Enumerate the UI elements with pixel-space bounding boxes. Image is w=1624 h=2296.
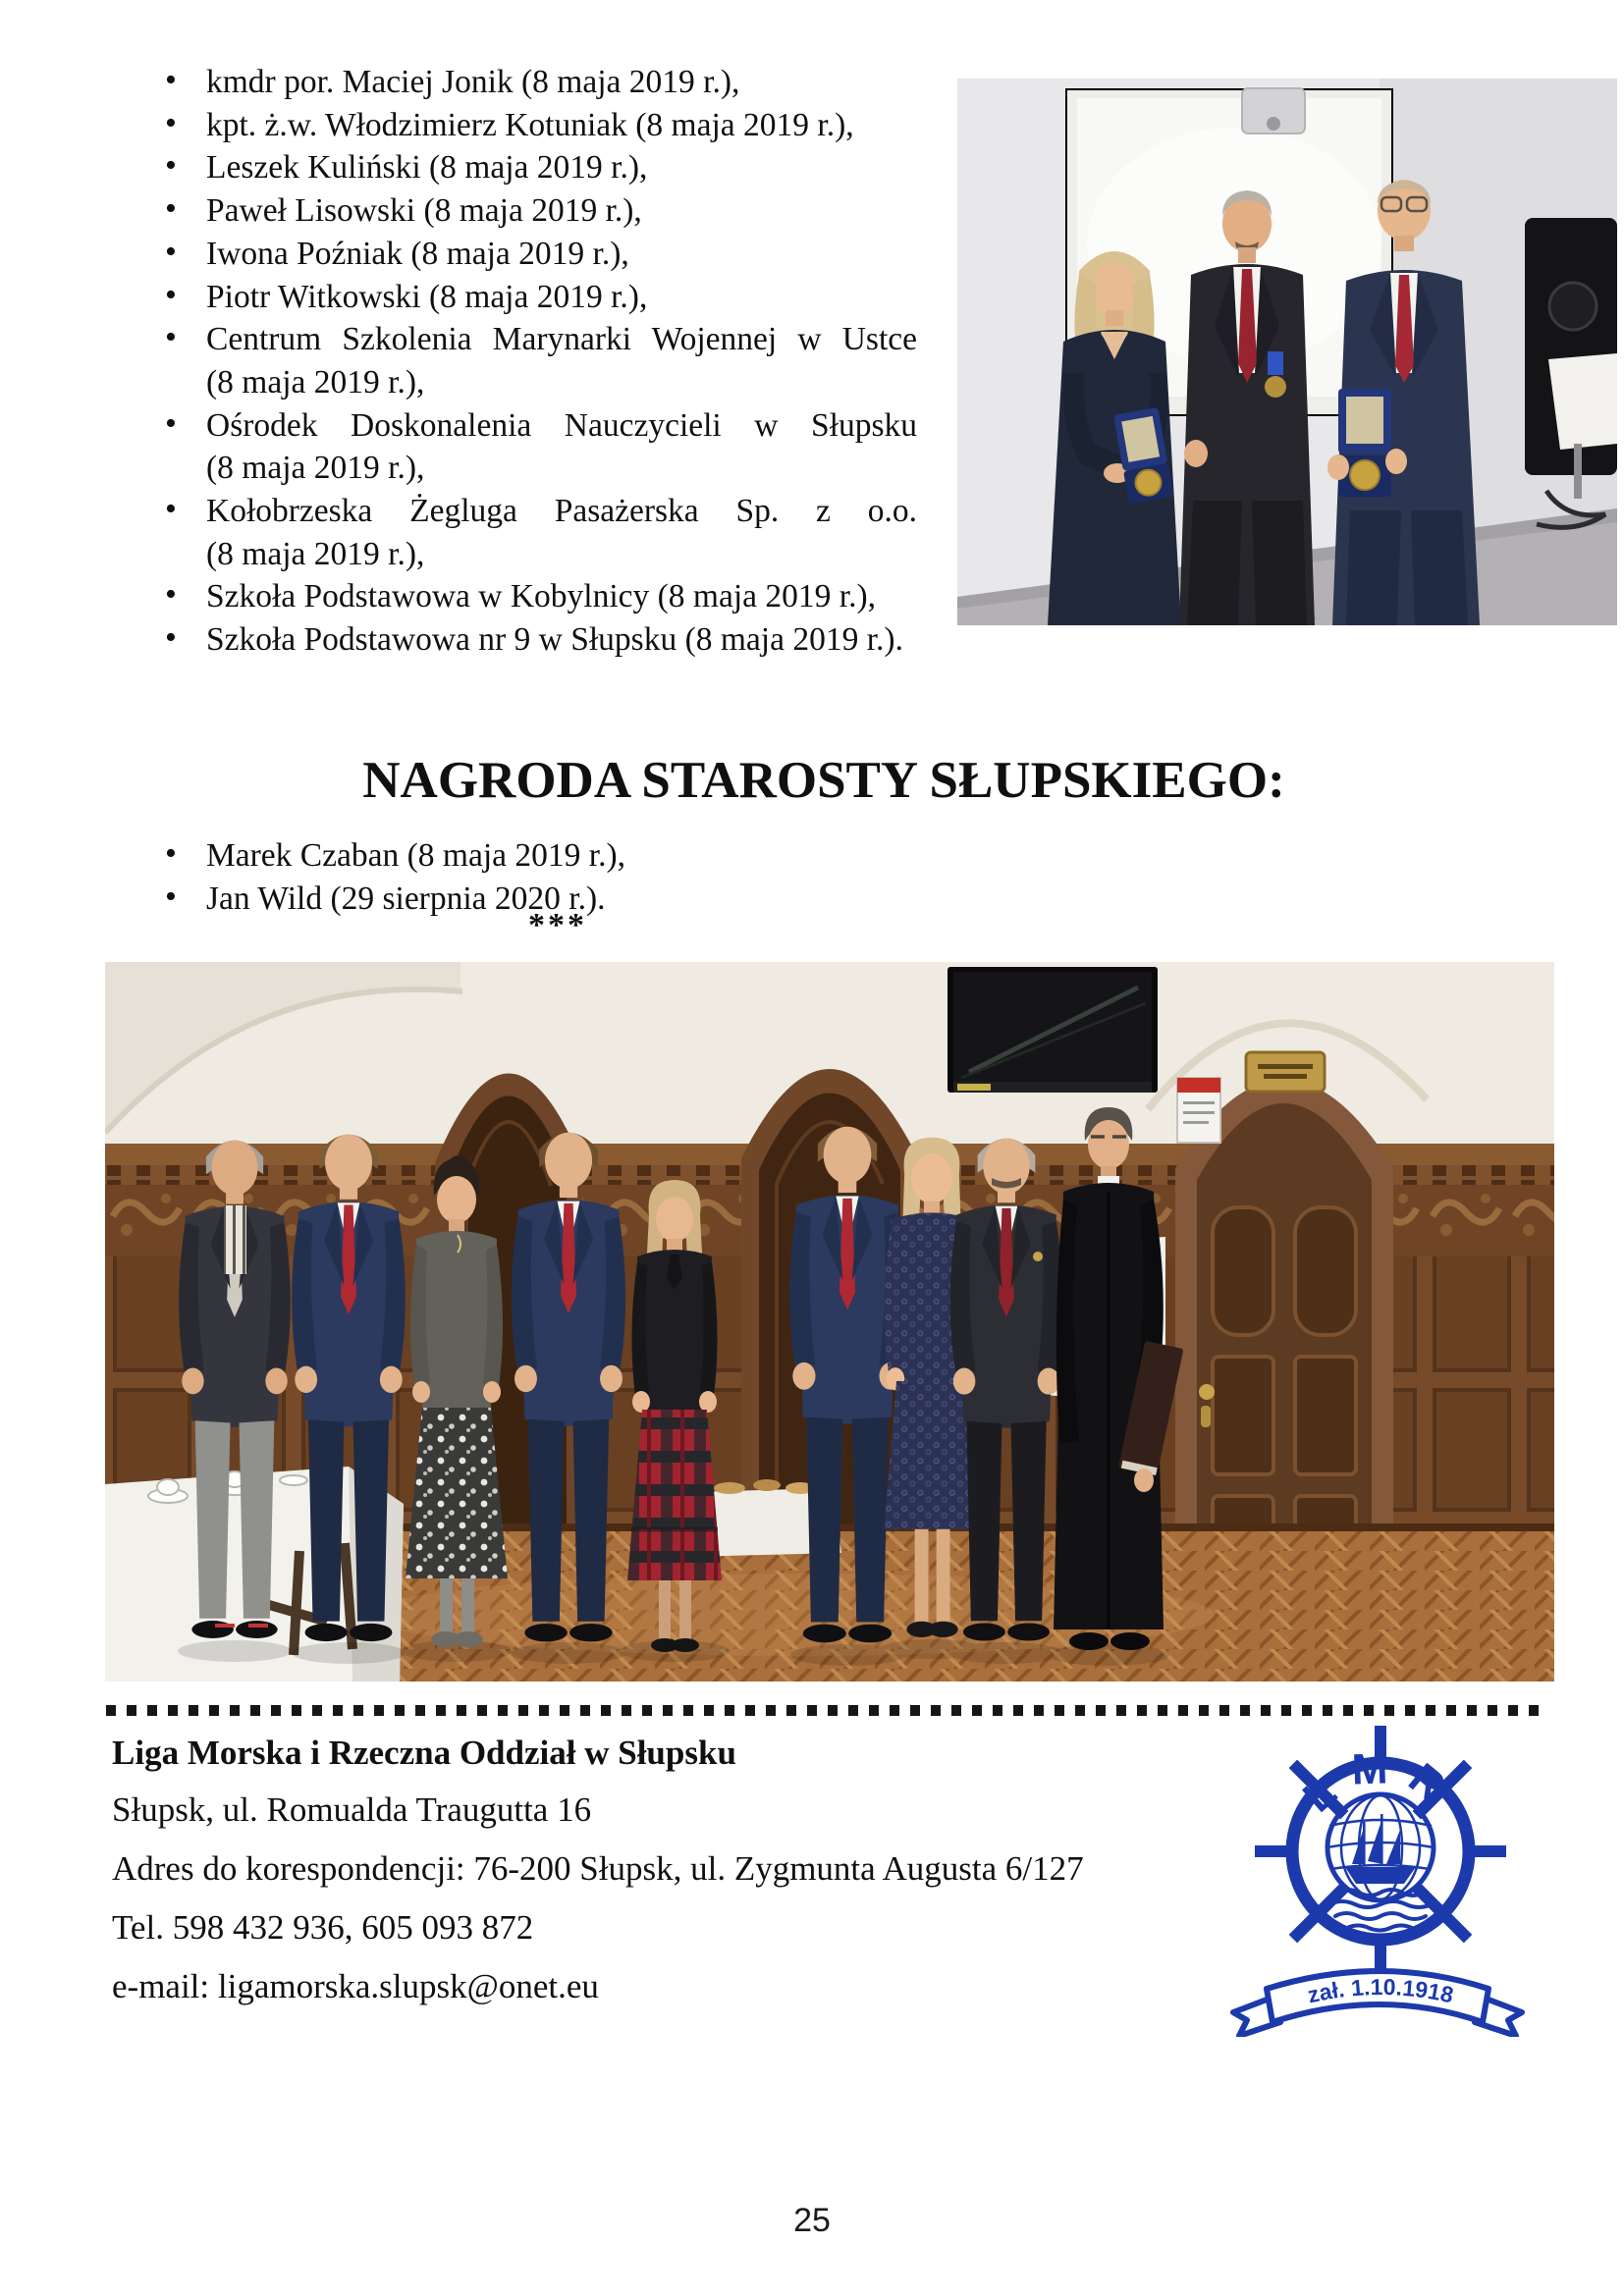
- awards-bullet-list: [111, 61, 926, 662]
- list-item: • kmdr por. Maciej Jonik (8 maja 2019 r.),: [111, 61, 926, 104]
- logo-founded-text: zał. 1.10.1918: [1305, 1973, 1456, 2008]
- list-item: • kpt. ż.w. Włodzimierz Kotuniak (8 maja 2019 r.),: [111, 104, 926, 147]
- page-number: 25: [793, 2202, 831, 2239]
- notice-paper: [1177, 1078, 1220, 1143]
- footer-address: Słupsk, ul. Romualda Traugutta 16: [112, 1790, 592, 1829]
- list-item: • Iwona Poźniak (8 maja 2019 r.),: [111, 233, 926, 276]
- logo-monogram: LMR: [1293, 1743, 1467, 1822]
- lmr-logo: [1227, 1720, 1527, 2037]
- dotted-divider: [106, 1705, 1549, 1716]
- award-ribbon: [1268, 351, 1283, 375]
- svg-text:LMR: [1294, 1744, 1467, 1822]
- photo-group: [105, 962, 1554, 1682]
- list-item: • Szkoła Podstawowa w Kobylnicy (8 maja 2019 r.),: [111, 575, 926, 618]
- list-item: • Ośrodek Doskonalenia Nauczycieli w Słupsku (8 maja 2019 r.),: [111, 404, 926, 490]
- logo-banner: [1233, 1971, 1522, 2036]
- footer-email: e-mail: ligamorska.slupsk@onet.eu: [112, 1967, 599, 2005]
- list-item: • Marek Czaban (8 maja 2019 r.),: [111, 834, 926, 878]
- list-item: • Piotr Witkowski (8 maja 2019 r.),: [111, 276, 926, 319]
- photo-medal-ceremony: [957, 79, 1617, 625]
- list-item: • Szkoła Podstawowa nr 9 w Słupsku (8 maja 2019 r.).: [111, 618, 926, 662]
- door-handle: [1199, 1384, 1215, 1400]
- list-item: • Leszek Kuliński (8 maja 2019 r.),: [111, 146, 926, 189]
- footer-phone: Tel. 598 432 936, 605 093 872: [112, 1908, 534, 1947]
- asterisk-separator: ***: [528, 907, 587, 943]
- list-item: • Kołobrzeska Żegluga Pasażerska Sp. z o.o. (8 maja 2019 r.),: [111, 490, 926, 575]
- list-item: • Jan Wild (29 sierpnia 2020 r.).: [111, 878, 926, 921]
- footer-org-name: Liga Morska i Rzeczna Oddział w Słupsku: [112, 1734, 736, 1772]
- door-plaque: [1246, 1052, 1325, 1092]
- list-item: • Centrum Szkolenia Marynarki Wojennej w Ustce (8 maja 2019 r.),: [111, 318, 926, 403]
- section-heading: NAGRODA STAROSTY SŁUPSKIEGO:: [362, 752, 1285, 809]
- footer-mailing-address: Adres do korespondencji: 76-200 Słupsk, ul. Zygmunta Augusta 6/127: [112, 1849, 1084, 1888]
- medal-case-open: [1338, 389, 1391, 497]
- tv: [947, 967, 1158, 1093]
- starosta-bullet-list: [111, 834, 926, 920]
- list-item: • Paweł Lisowski (8 maja 2019 r.),: [111, 189, 926, 233]
